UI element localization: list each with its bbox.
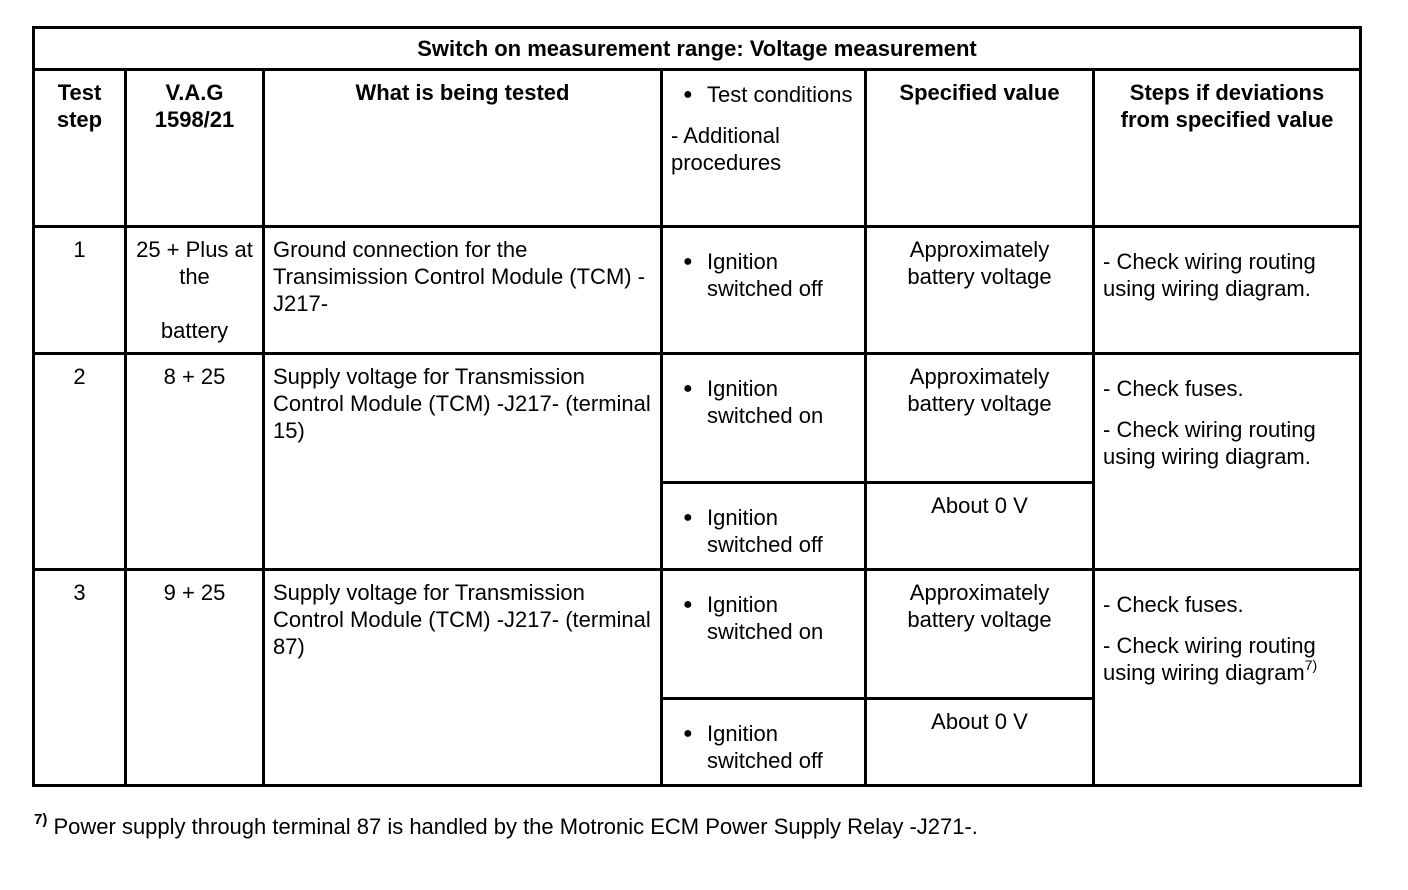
row2-condition-off: ● Ignition switched off xyxy=(662,483,866,570)
row2-condition-on: ● Ignition switched on xyxy=(662,354,866,483)
table-row xyxy=(34,570,1361,699)
footnote-text: Power supply through terminal 87 is handled by the Motronic ECM Power Supply Relay -J271-. xyxy=(53,814,978,839)
row2-what: Supply voltage for Transmission Control Module (TCM) -J217- (terminal 15) xyxy=(264,354,662,570)
bullet-icon: ● xyxy=(683,725,693,742)
header-test-step: Test step xyxy=(34,70,126,227)
footnote-ref: 7) xyxy=(1304,656,1318,673)
row3-specified-off: About 0 V xyxy=(866,699,1094,786)
row2-steps: - Check fuses. - Check wiring routing using wiring diagram. xyxy=(1094,354,1361,570)
footnote-marker: 7) xyxy=(34,810,48,828)
row1-vag: 25 + Plus at the battery xyxy=(126,227,264,354)
row1-what: Ground connection for the Transimission Control Module (TCM) -J217- xyxy=(264,227,662,354)
row3-specified-on: Approximately battery voltage xyxy=(866,570,1094,699)
row2-specified-off: About 0 V xyxy=(866,483,1094,570)
voltage-measurement-table xyxy=(32,26,1362,787)
footnote xyxy=(34,812,978,842)
row2-specified-on: Approximately battery voltage xyxy=(866,354,1094,483)
table-row xyxy=(34,354,1361,483)
header-specified: Specified value xyxy=(866,70,1094,227)
header-steps: Steps if deviations from specified value xyxy=(1094,70,1361,227)
bullet-icon: ● xyxy=(683,86,693,103)
row3-condition-on: ● Ignition switched on xyxy=(662,570,866,699)
bullet-icon: ● xyxy=(683,509,693,526)
bullet-icon: ● xyxy=(683,596,693,613)
row3-condition-off: ● Ignition switched off xyxy=(662,699,866,786)
row1-steps: - Check wiring routing using wiring diagram. xyxy=(1094,227,1361,354)
table-title: Switch on measurement range: Voltage measurement xyxy=(34,28,1361,70)
table-row xyxy=(34,227,1361,354)
row1-conditions: ● Ignition switched off xyxy=(662,227,866,354)
bullet-icon: ● xyxy=(683,380,693,397)
header-conditions: ● Test conditions - Additional procedures xyxy=(662,70,866,227)
header-row xyxy=(34,70,1361,227)
row2-vag: 8 + 25 xyxy=(126,354,264,570)
row2-step: 2 xyxy=(34,354,126,570)
row3-vag: 9 + 25 xyxy=(126,570,264,786)
header-conditions-extra: - Additional procedures xyxy=(671,123,782,175)
row1-step: 1 xyxy=(34,227,126,354)
header-what: What is being tested xyxy=(264,70,662,227)
row3-steps: - Check fuses. - Check wiring routing using wiring diagram$^{7)}$ xyxy=(1094,570,1361,786)
row3-what: Supply voltage for Transmission Control Module (TCM) -J217- (terminal 87) xyxy=(264,570,662,786)
bullet-icon: ● xyxy=(683,253,693,270)
header-vag: V.A.G 1598/21 xyxy=(126,70,264,227)
row1-specified: Approximately battery voltage xyxy=(866,227,1094,354)
row3-step: 3 xyxy=(34,570,126,786)
